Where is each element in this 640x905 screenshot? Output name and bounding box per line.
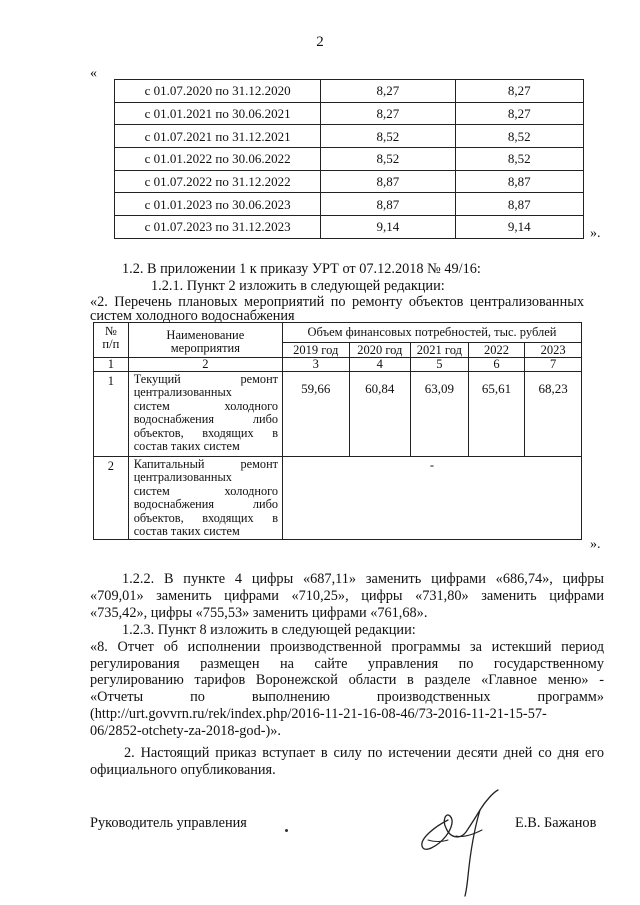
handwritten-signature (408, 780, 508, 898)
tariff-value-cell: 8,27 (455, 80, 583, 103)
period-cell: с 01.01.2023 по 30.06.2023 (115, 193, 321, 216)
para-1-2-2-line-2: «709,01» заменить цифрами «710,25», цифры «731,80» заменить цифрами (90, 588, 604, 604)
period-cell: с 01.07.2021 по 31.12.2021 (115, 125, 321, 148)
para-2-line-2: официального опубликования. (90, 762, 276, 778)
activity-name-line: централизованных (133, 470, 232, 485)
page-number: 2 (316, 34, 324, 50)
tariff-value-cell: 8,27 (321, 102, 455, 125)
row-number-cell: 1 (94, 372, 129, 457)
column-number-cell: 2 (128, 358, 282, 372)
activity-name-line: водоснабжения либо (133, 412, 279, 427)
tariff-value-cell: 9,14 (321, 216, 455, 239)
activity-name-line: систем холодного (133, 398, 279, 413)
activity-name-line: состав таких систем (133, 524, 240, 539)
para-1-2-2-line-3: «735,42», цифры «755,53» заменить цифрами «761,68». (90, 605, 428, 621)
period-cell: с 01.01.2021 по 30.06.2021 (115, 102, 321, 125)
closing-quote-1: ». (590, 226, 601, 241)
activity-name-cell (128, 372, 282, 457)
column-number-cell: 4 (349, 358, 411, 372)
head-name-line-2: мероприятия (170, 341, 240, 355)
tariff-value-cell: 9,14 (455, 216, 583, 239)
para-8-line-1: «8. Отчет об исполнении производственной программы за истекший период (90, 639, 604, 655)
head-volume: Объем финансовых потребностей, тыс. рублей (283, 323, 582, 343)
head-number-line-2: п/п (102, 337, 120, 351)
activity-name-line: состав таких систем (133, 439, 240, 454)
para-2-line-1: 2. Настоящий приказ вступает в силу по истечении десяти дней со дня его (124, 745, 604, 761)
paragraph-1-2: 1.2. В приложении 1 к приказу УРТ от 07.12.2018 № 49/16: (122, 261, 481, 277)
year-header-cell: 2023 (525, 343, 582, 358)
tariff-value-cell: 8,87 (455, 170, 583, 193)
table-row (115, 80, 584, 103)
tariff-value-cell: 8,87 (321, 170, 455, 193)
activity-name-line: объектов, входящих в (133, 510, 279, 525)
signature-name: Е.В. Бажанов (515, 815, 597, 831)
column-number-cell: 5 (411, 358, 469, 372)
tariff-value-cell: 8,27 (321, 80, 455, 103)
signature-position: Руководитель управления (90, 815, 247, 831)
list-title-line-2: систем холодного водоснабжения (90, 308, 295, 324)
year-header-cell: 2021 год (411, 343, 469, 358)
paragraph-1-2-1: 1.2.1. Пункт 2 изложить в следующей редакции: (151, 278, 445, 294)
value-cell: 68,23 (525, 372, 582, 457)
para-8-line-4: «Отчеты по выполнению производственных программ» (90, 689, 604, 705)
para-8-line-6: 06/2852-otchety-za-2018-god-)». (90, 723, 281, 739)
plan-table (93, 322, 582, 540)
activity-name-line: централизованных (133, 385, 232, 400)
table-row (115, 148, 584, 171)
period-cell: с 01.07.2023 по 31.12.2023 (115, 216, 321, 239)
table-row (115, 102, 584, 125)
head-name-line-1: Наименование (166, 328, 245, 342)
period-cell: с 01.07.2020 по 31.12.2020 (115, 80, 321, 103)
table-row (115, 193, 584, 216)
stray-dot (285, 829, 288, 832)
opening-quote: « (90, 66, 97, 81)
year-header-cell: 2020 год (349, 343, 411, 358)
tariff-value-cell: 8,27 (455, 102, 583, 125)
para-8-line-3: регулированию тарифов Воронежской области в разделе «Главное меню» - (90, 672, 604, 688)
table-row (115, 170, 584, 193)
activity-name-cell (128, 457, 282, 540)
value-cell: 60,84 (349, 372, 411, 457)
paragraph-1-2-3: 1.2.3. Пункт 8 изложить в следующей редакции: (122, 622, 416, 638)
period-cell: с 01.07.2022 по 31.12.2022 (115, 170, 321, 193)
year-header-cell: 2019 год (283, 343, 349, 358)
table-row (94, 457, 582, 540)
value-cell: 59,66 (283, 372, 349, 457)
column-number-cell: 1 (94, 358, 129, 372)
activity-name-line: водоснабжения либо (133, 497, 279, 512)
activity-name-line: Капитальный ремонт (133, 457, 279, 471)
table-row (94, 372, 582, 457)
tariff-value-cell: 8,52 (455, 148, 583, 171)
value-cell: 63,09 (411, 372, 469, 457)
tariff-value-cell: 8,52 (321, 148, 455, 171)
para-1-2-2-line-1: 1.2.2. В пункте 4 цифры «687,11» заменить цифрами «686,74», цифры (122, 571, 604, 587)
value-cell: 65,61 (468, 372, 525, 457)
table-row (115, 125, 584, 148)
para-8-line-2: регулирования размещен на сайте управления по государственному (90, 656, 604, 672)
head-number (94, 323, 129, 358)
tariff-value-cell: 8,87 (455, 193, 583, 216)
column-number-cell: 6 (468, 358, 525, 372)
activity-name-line: Текущий ремонт (133, 372, 279, 386)
tariff-value-cell: 8,52 (321, 125, 455, 148)
row-number-cell: 2 (94, 457, 129, 540)
list-title-line-1: «2. Перечень плановых мероприятий по ремонту объектов централизованных (90, 294, 584, 310)
tariff-table (114, 79, 584, 239)
column-number-cell: 3 (283, 358, 349, 372)
dash-cell: - (283, 457, 582, 540)
para-8-line-5: (http://urt.govvrn.ru/rek/index.php/2016-11-21-16-08-46/73-2016-11-21-15-57- (90, 706, 547, 722)
head-number-line-1: № (104, 324, 117, 338)
head-name (128, 323, 282, 358)
column-number-cell: 7 (525, 358, 582, 372)
period-cell: с 01.01.2022 по 30.06.2022 (115, 148, 321, 171)
closing-quote-2: ». (590, 537, 601, 552)
year-header-cell: 2022 (468, 343, 525, 358)
tariff-value-cell: 8,52 (455, 125, 583, 148)
activity-name-line: систем холодного (133, 483, 279, 498)
table-row (115, 216, 584, 239)
activity-name-line: объектов, входящих в (133, 425, 279, 440)
tariff-value-cell: 8,87 (321, 193, 455, 216)
